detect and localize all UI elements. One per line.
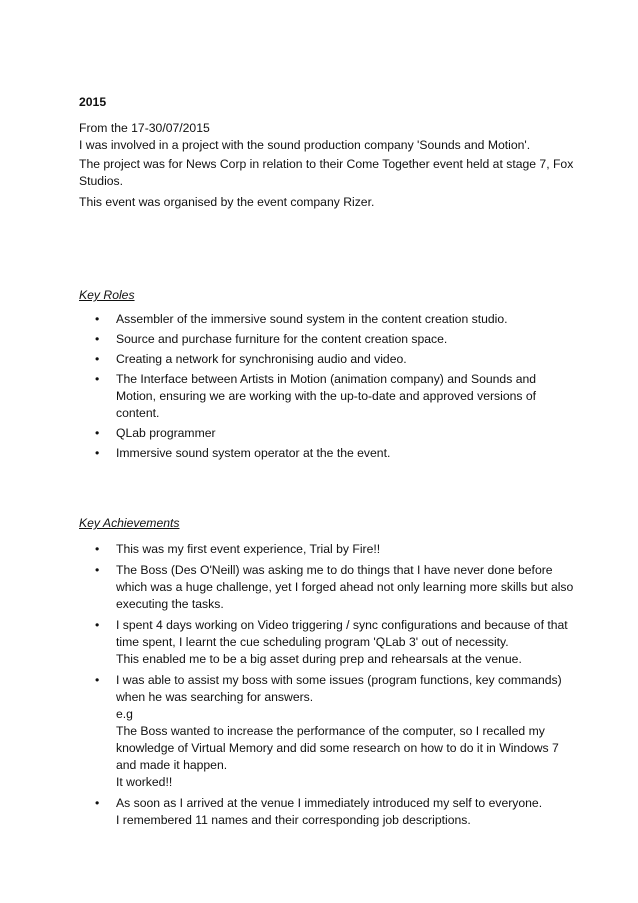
key-roles-heading: Key Roles (79, 288, 135, 302)
bullet-icon: • (95, 563, 100, 577)
intro-project-line-2: Studios. (79, 174, 124, 188)
list-item-line: QLab programmer (116, 426, 216, 440)
key-roles-list (79, 311, 549, 462)
intro-project-line-1: The project was for News Corp in relation to their Come Together event held at stage 7, Fox (79, 157, 574, 171)
list-item (79, 311, 549, 328)
list-item-line: e.g (116, 707, 133, 721)
list-item-line: when he was searching for answers. (116, 690, 314, 704)
list-item (79, 331, 549, 348)
list-item-line: This was my first event experience, Trial by Fire!! (116, 542, 381, 556)
list-item-line: It worked!! (116, 775, 173, 789)
list-item-line: and made it happen. (116, 758, 228, 772)
list-item-line: which was a huge challenge, yet I forged ahead not only learning more skills but also (116, 580, 574, 594)
intro-involvement: I was involved in a project with the sound production company 'Sounds and Motion'. (79, 138, 531, 152)
intro-organiser: This event was organised by the event company Rizer. (79, 195, 375, 209)
intro-dates: From the 17-30/07/2015 (79, 121, 210, 135)
list-item (79, 445, 549, 462)
key-achievements-list (79, 541, 574, 829)
bullet-icon: • (95, 372, 100, 386)
list-item (79, 351, 549, 368)
bullet-icon: • (95, 352, 100, 366)
list-item-line: Assembler of the immersive sound system in the content creation studio. (116, 312, 508, 326)
list-item (79, 541, 549, 558)
list-item-line: executing the tasks. (116, 597, 224, 611)
bullet-icon: • (95, 332, 100, 346)
year-heading: 2015 (79, 95, 107, 109)
list-item (79, 425, 549, 442)
list-item (79, 617, 568, 668)
bullet-icon: • (95, 618, 100, 632)
list-item-line: knowledge of Virtual Memory and did some research on how to do it in Windows 7 (116, 741, 559, 755)
key-achievements-heading: Key Achievements (79, 516, 180, 530)
list-item-line: time spent, I learnt the cue scheduling program 'QLab 3' out of necessity. (116, 635, 509, 649)
list-item-line: I remembered 11 names and their corresponding job descriptions. (116, 813, 471, 827)
list-item-line: This enabled me to be a big asset during prep and rehearsals at the venue. (116, 652, 522, 666)
bullet-icon: • (95, 542, 100, 556)
list-item (79, 562, 574, 613)
bullet-icon: • (95, 426, 100, 440)
list-item-line: Creating a network for synchronising audio and video. (116, 352, 407, 366)
list-item-line: I was able to assist my boss with some issues (program functions, key commands) (116, 673, 562, 687)
list-item (79, 371, 549, 422)
list-item-line: content. (116, 406, 160, 420)
list-item-line: As soon as I arrived at the venue I immediately introduced my self to everyone. (116, 796, 543, 810)
list-item (79, 672, 562, 791)
bullet-icon: • (95, 312, 100, 326)
list-item-line: Motion, ensuring we are working with the up-to-date and approved versions of (116, 389, 537, 403)
list-item (79, 795, 549, 829)
bullet-icon: • (95, 673, 100, 687)
list-item-line: Immersive sound system operator at the the event. (116, 446, 391, 460)
list-item-line: The Boss wanted to increase the performance of the computer, so I recalled my (116, 724, 545, 738)
bullet-icon: • (95, 796, 100, 810)
list-item-line: The Interface between Artists in Motion (animation company) and Sounds and (116, 372, 537, 386)
list-item-line: The Boss (Des O'Neill) was asking me to do things that I have never done before (116, 563, 553, 577)
bullet-icon: • (95, 446, 100, 460)
list-item-line: I spent 4 days working on Video triggering / sync configurations and because of that (116, 618, 568, 632)
list-item-line: Source and purchase furniture for the content creation space. (116, 332, 448, 346)
